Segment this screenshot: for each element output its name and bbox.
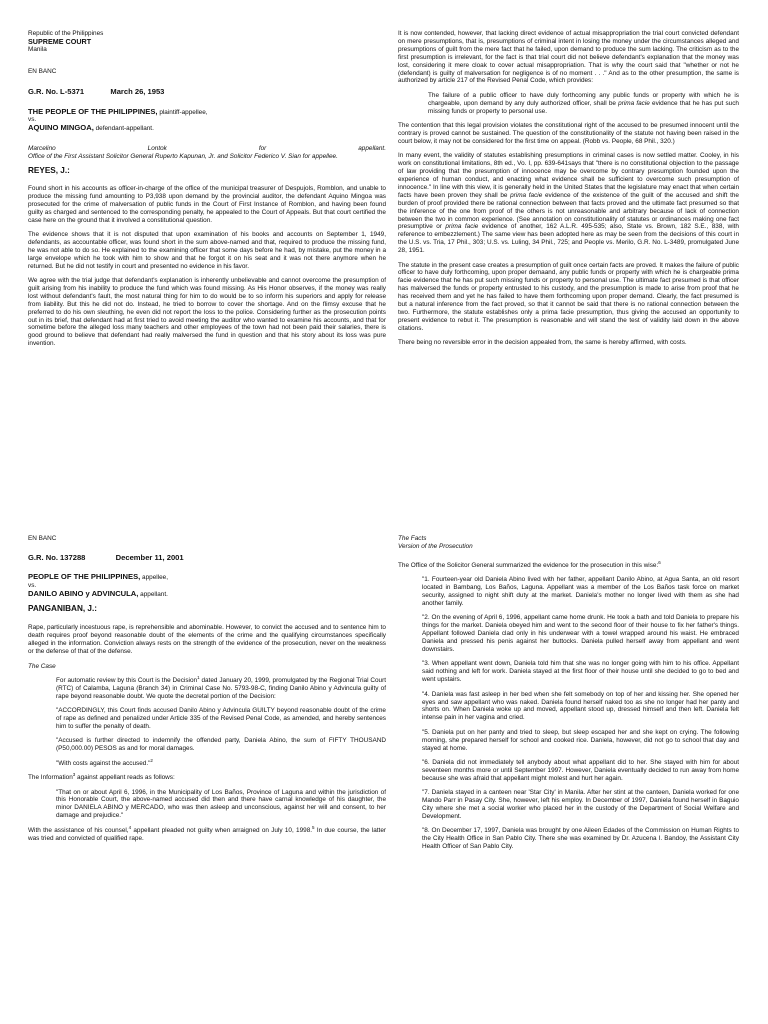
paragraph	[398, 152, 739, 255]
vs-label: vs.	[28, 116, 37, 124]
paragraph: We agree with the trial judge that defendant's explanation is inherently unbelievable and cannot overcome the presumption of guilt arising from his inability to produce the fund which was found missing. As His Honor observes, if the money was really lost without defendant's fault, the most natural thing for him to do would be to so inform his superiors and apply for release from liability. But this he did not do. Instead, he tried to borrow to cover the shortage. And on the flimsy excuse that he preferred to do his own sleuthing, he even did not report the loss to the police. Considering further as the prosecution points out in its brief, that defendant had at first tried to avoid meeting the auditor who wanted to examine his accounts, and that for sometime before the alleged loss many teachers and other employees of the town had not been paid their salaries, there is good ground to believe that defendant had really malversed the fund in question and that his story about its loss was pure invention.	[28, 277, 386, 348]
counsel-word: appellant.	[358, 145, 386, 153]
party-1-name: THE PEOPLE OF THE PHILIPPINES,	[28, 106, 158, 116]
text-run: For automatic review by this Court is the Decision	[56, 676, 198, 684]
page-1	[28, 30, 386, 355]
counsel-line	[28, 145, 386, 153]
fact-item: "5. Daniela put on her panty and tried to sleep, but sleep escaped her and she kept on crying. The following morning, she prepared herself for school and cooked rice. Daniela, however, did not go to school that day and stayed at home.	[422, 728, 739, 752]
counsel-word: for	[258, 145, 267, 153]
vs-label: vs.	[28, 581, 37, 589]
party-2-name: AQUINO MINGOA,	[28, 123, 94, 133]
republic-line: Republic of the Philippines	[28, 30, 104, 37]
quote-text: The failure of a public officer to have duly forthcoming any public funds or property with which he is chargeable, upon demand by any duly authorized officer, shall be	[428, 91, 739, 107]
text-run: against appellant reads as follows:	[75, 774, 175, 782]
text-italic: prima facie	[445, 223, 479, 231]
text-run: In many event, the validity of statutes establishing presumptions in criminal cases is now settled matter. Cooley, in his work on constitutional limitations, 8th ed., Vo. I, pp. 639-641says that "there is no constitutional objection to the passage of law providing that the presumption of innocence may be overcome by contrary presumption founded upon the experience of human conduct, and enacting what evidence shall be sufficient to overcome such presumption of innocence." In line with this view, it is generally held in the United States that the legislature may enact that when certain facts have been proven they shall be	[398, 152, 739, 199]
counsel-word: Lontok	[147, 145, 167, 153]
fact-item: "8. On December 17, 1997, Daniela was brought by one Aileen Edades of the Commission on Human Rights to the City Health Office in San Pablo City. There she was examined by Dr. Azucena I. Bandoy, the Assistant City Health Officer of San Pablo City.	[422, 827, 739, 851]
party-1	[28, 573, 386, 582]
fact-item: "4. Daniela was fast asleep in her bed when she felt somebody on top of her and kissing her. She opened her eyes and saw appellant who was naked. Daniela found herself naked too as she no longer had her panty and shorts on. When Daniela woke up and moved, appellant stood up, dressed himself and then left. Daniela felt intense pain in her vagina and cried.	[422, 690, 739, 722]
text-run: evidence of another, 162 A.L.R. 495-535; also, State vs. Brown, 182 S.E., 838, with reference to embezzlement.) The same view has been adopted here as may be seen from the decisions of this court in the U.S. vs. Tria, 17 Phil., 303; U.S. vs. Luling, 34 Phil., 725; and People vs. Merilo, G.R. No. L-3489, promulgated June 28, 1951.	[398, 223, 739, 255]
fact-item: "3. When appellant went down, Daniela told him that she was no longer going with him to his office. Appellant said nothing and left for work. Daniela stayed at the first floor of their house until she decided to go to bed and went upstairs.	[422, 660, 739, 684]
text-italic: prima facie	[510, 191, 543, 199]
text-run: The Office of the Solicitor General summarized the evidence for the prosecution in this wise:	[398, 561, 659, 569]
paragraph	[28, 824, 386, 843]
text-run: "With costs against the accused."	[56, 759, 151, 767]
text-run: The Information	[28, 774, 73, 782]
fact-item: "7. Daniela stayed in a canteen near 'Star City' in Manila. After her stint at the canteen, Daniela worked for one Mando Parr in Pasay City. She, however, left his employ. In December of 1997, Daniela found herself in Baguio City where she met a social worker who placed her in the custody of the Department of Social Welfare and Development.	[422, 789, 739, 820]
block-quote	[428, 92, 739, 116]
paragraph: The contention that this legal provision violates the constitutional right of the accused to be presumed innocent until the contrary is proved cannot be sustained. The question of the constitutionality of the statute not having been raised in the court below, it may not be considered for the first time on appeal. (Robb vs. People, 68 Phil., 320.)	[398, 122, 739, 145]
case-number-row	[28, 554, 386, 562]
decision-date: December 11, 2001	[115, 552, 184, 562]
text-run: appellant pleaded not guilty when arraigned on July 10, 1998.	[131, 826, 313, 834]
party-2	[28, 124, 386, 133]
page-3	[28, 535, 386, 849]
text-run: With the assistance of his counsel,	[28, 826, 129, 834]
paragraph	[398, 559, 739, 570]
block-quote	[56, 757, 386, 768]
text-run: dated January 20, 1999, promulgated by the Regional Trial Court (RTC) of Calamba, Laguna (Branch 34) in Criminal Case No. 5793-98-C, finding Danilo Abino y Advincula guilty of rape beyond reasonable doubt. We quote the decretal portion of the Decision:	[56, 676, 386, 700]
paragraph: Rape, particularly incestuous rape, is reprehensible and abominable. However, to convict the accused and to sentence him to death requires proof beyond reasonable doubt of the elements of the crime and the qualifying circumstances specifically alleged in the information. Conviction always rests on the strength of the evidence of the prosecution, never on the weakness or the defense of that of the defense.	[28, 624, 386, 656]
quote-italic: prima facie	[618, 99, 650, 107]
party-1-role: appellee,	[140, 573, 168, 581]
page-4	[398, 535, 739, 858]
party-2-name: DANILO ABINO y ADVINCULA,	[28, 588, 139, 598]
block-quote: "Accused is further directed to indemnify the offended party, Daniela Abino, the sum of FIFTY THOUSAND (P50,000.00) PESOS as and for moral damages.	[56, 737, 386, 753]
case-number-row	[28, 88, 386, 96]
paragraph: There being no reversible error in the decision appealed from, the same is hereby affirmed, with costs.	[398, 339, 687, 347]
ponente: REYES, J.:	[28, 166, 70, 176]
en-banc-label: EN BANC	[28, 67, 57, 75]
counsel-word: Marcelino	[28, 145, 56, 153]
quote-text: evidence that he has put such missing funds or property to personal use.	[428, 99, 739, 115]
paragraph: It is now contended, however, that lacking direct evidence of actual misappropriation the trial court convicted defendant on mere presumptions, that is, presumptions of criminal intent in losing the money under the circumstances alleged and presumptions of guilt from the mere fact that he failed, upon demand to produce the sum lacking. The criticism as to the first presumption is irrelevant, for the fact is that trial court did not believe defendant's explanation that the money was lost, considering it mere cloak to cover actual misappropriation. That is why the court said that "whether or not he (defendant) is guilty of malversation for negligence is of no moment . . ." And as to the other presumption, the same is authorized by article 217 of the Revised Penal Code, which provides:	[398, 30, 739, 85]
block-quote: "ACCORDINGLY, this Court finds accused Danilo Abino y Advincula GUILTY beyond reasonable doubt of the crime of rape as defined and penalized under Article 335 of the Revised Penal Code, as amended, and hereby sentences him to suffer the penalty of death.	[56, 707, 386, 730]
party-2-role: appellant.	[138, 590, 168, 598]
paragraph: The evidence shows that it is not disputed that upon examination of his books and accounts on September 1, 1949, defendants, as accountable officer, was found short in the sum above-named and that, required to produce the missing fund, he was not able to do so. He explained to the examining officer that some days before he had, by mistake, put the money in a large envelope which he took with him to show and that he forgot it on his seat and it was not there anymore when he returned. But he did not testify in court and presented no evidence in his favor.	[28, 231, 386, 270]
gr-number: G.R. No. 137288	[28, 552, 86, 562]
decision-date: March 26, 1953	[110, 86, 165, 96]
footnote-ref[interactable]: 5	[312, 824, 315, 830]
footnote-ref[interactable]: 4	[128, 824, 132, 830]
party-1	[28, 108, 386, 117]
block-quote	[56, 674, 386, 701]
footnote-ref[interactable]: 2	[150, 757, 153, 763]
text-run: In due course, the latter was tried and convicted of qualified rape.	[28, 826, 386, 842]
block-quote: "That on or about April 6, 1996, in the Municipality of Los Baños, Province of Laguna and within the jurisdiction of this Honorable Court, the above-named accused did then and there have carnal knowledge of his daughter, the minor DANIELA ABINO y MERCADO, who was then asleep and unconscious, against her will and consent, to her damage and prejudice."	[56, 788, 386, 820]
subsection-heading: Version of the Prosecution	[398, 542, 473, 550]
en-banc-label: EN BANC	[28, 535, 57, 542]
paragraph: Found short in his accounts as officer-in-charge of the office of the municipal treasurer of Despujols, Romblon, and unable to produce the missing fund amounting to P3,938 upon demand by the provincial auditor, the defendant Aquino Mingoa was prosecuted for the crime of malversation of public funds in the Court of First Instance of Romblon, and having been found guilty as charged and sentenced to the corresponding penalty, he appealed to the Court of Appeals. But that court certified the case here on the ground that it involved a constitutional question.	[28, 184, 386, 224]
footnote-ref[interactable]: 6	[658, 559, 661, 565]
ponente: PANGANIBAN, J.:	[28, 603, 97, 613]
gr-number: G.R. No. L-5371	[28, 86, 85, 96]
party-1-role: plaintiff-appellee,	[157, 108, 208, 116]
text-run: evidence of the existence of the guilt of the accused and shift the burden of proof provided there be rational connection between that facts proved and the ultimate fact presumed so that the inference of the one from proof of the others is not unreasonable and arbitrary because of lack of connection between the two in common experience. (See annotation on constitutionality of statutes or ordinances making one fact presumptive or	[398, 191, 739, 231]
fact-item: "6. Daniela did not immediately tell anybody about what appellant did to her. She stayed with him for about seventeen months more or until September 1997. However, Daniela eventually decided to run away from home because she was afraid that appellant might molest and hurt her again.	[422, 758, 739, 782]
page-2	[398, 30, 739, 354]
counsel-rest: Office of the First Assistant Solicitor General Ruperto Kapunan, Jr. and Solicitor Federico V. Sian for appellee.	[28, 153, 338, 161]
party-2-role: defendant-appellant.	[93, 125, 154, 133]
party-2	[28, 590, 386, 599]
city-line: Manila	[28, 45, 47, 53]
paragraph: The statute in the present case creates a presumption of guilt once certain facts are proved. It makes the failure of public officer to have duly forthcoming, upon proper demaand, any public funds or property with which he is chargeable prima facie evidence that he has put such missing funds or property to personal use. The ultimate fact presumed is that officer has malversed the funds or property entrusted to his custody, and the presumption is made to arise from proof that he has received them and yet he has failed to have them forthcoming upon proper demand. Clearly, the fact presumed is but a natural inference from the fact proved, so that it cannot be said that there is no rational connection between the two. Furthermore, the statute establishes only a prima facie presumption, thus giving the accused an opportunity to present evidence to rebut it. The presumption is reasonable and will stand the test of validity laid down in the above citations.	[398, 261, 739, 332]
fact-item: "2. On the evening of April 6, 1996, appellant came home drunk. He took a bath and told Daniela to prepare his things for the market. Daniela obeyed him and went to the second floor of their house to fix her father's things. Appellant followed Daniela clad only in his underwear with a towel wrapped around his waist. He embraced Daniela and pressed his penis against her buttocks. Daniela pulled herself away from appellant and went downstairs.	[422, 614, 739, 653]
section-heading: The Facts	[398, 535, 427, 542]
fact-item: "1. Fourteen-year old Daniela Abino lived with her father, appellant Danilo Abino, at Agua Santa, an old resort located in Bambang, Los Baños, Laguna. Appellant was a member of the Los Baños task force on market security, assigned to night shift duty at the market. Daniela's mother no longer lived with them as she had another family.	[422, 576, 739, 607]
paragraph	[28, 774, 386, 782]
section-heading: The Case	[28, 662, 56, 670]
party-1-name: PEOPLE OF THE PHILIPPINES,	[28, 571, 141, 581]
footnote-ref[interactable]: 1	[197, 674, 200, 680]
court-name: SUPREME COURT	[28, 36, 92, 46]
footnote-ref[interactable]: 3	[72, 772, 76, 777]
